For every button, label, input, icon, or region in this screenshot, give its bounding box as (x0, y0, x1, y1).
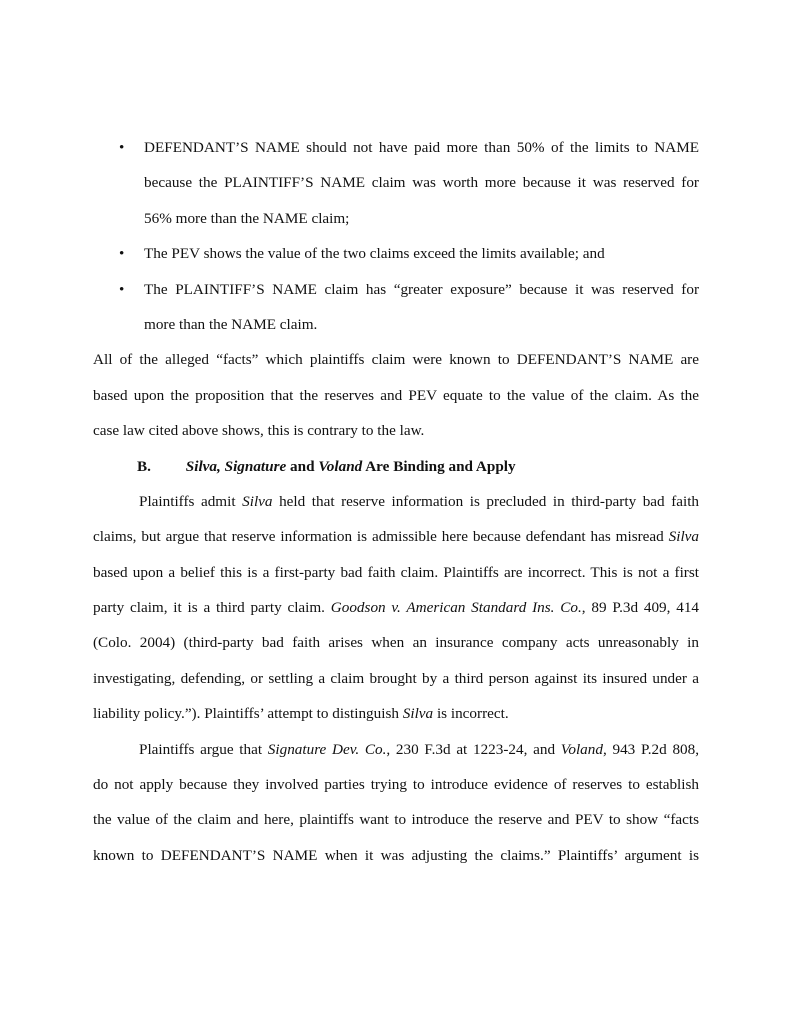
heading-text: and (290, 457, 315, 475)
case-name: Silva (242, 492, 273, 510)
bullet-item (93, 130, 699, 165)
paragraph-line: (Colo. 2004) (third-party bad faith arises when an insurance company acts unreasonably in (93, 634, 699, 652)
case-name: Signature Dev. Co. (267, 740, 387, 758)
bullet-icon: • (119, 139, 125, 156)
text-run: Plaintiffs argue that (139, 740, 263, 758)
paragraph-line: case law cited above shows, this is contrary to the law. (93, 422, 425, 440)
section-number: B. (137, 457, 151, 475)
text-run: party claim, it is a third party claim. (93, 599, 325, 617)
text-run: liability policy.”). Plaintiffs’ attempt to distinguish (93, 705, 399, 723)
heading-text: Are Binding and Apply (365, 457, 516, 475)
paragraph-line (93, 696, 699, 731)
bullet-continuation-line: 56% more than the NAME claim; (144, 209, 350, 227)
paragraph-line: known to DEFENDANT’S NAME when it was adjusting the claims.” Plaintiffs’ argument is (93, 846, 699, 864)
case-name: Voland (560, 740, 603, 758)
text-run: , 230 F.3d at 1223-24, and (386, 740, 556, 758)
paragraph-line: based upon the proposition that the reserves and PEV equate to the value of the claim. As the (93, 386, 699, 404)
paragraph-line: the value of the claim and here, plaintiffs want to introduce the reserve and PEV to show “facts (93, 811, 699, 829)
paragraph-line (93, 590, 699, 625)
case-name: Silva (668, 528, 699, 546)
paragraph-line (93, 732, 699, 767)
case-name: Silva, (185, 457, 221, 475)
bullet-text-line: DEFENDANT’S NAME should not have paid more than 50% of the limits to NAME (144, 139, 699, 156)
text-run: , 943 P.2d 808, (602, 740, 699, 758)
case-name: Voland (318, 457, 363, 475)
bullet-text-line: The PLAINTIFF’S NAME claim has “greater exposure” because it was reserved for (144, 280, 699, 298)
bullet-icon: • (119, 280, 125, 298)
case-name: Silva (402, 705, 434, 723)
bullet-item (93, 272, 699, 307)
document-page (93, 130, 699, 873)
bullet-continuation-line: because the PLAINTIFF’S NAME claim was worth more because it was reserved for (144, 174, 699, 192)
text-run: held that reserve information is precluded in third-party bad faith (279, 492, 699, 510)
section-heading (93, 449, 699, 484)
text-run: , 89 P.3d 409, 414 (581, 599, 699, 617)
case-name: Goodson v. American Standard Ins. Co. (330, 599, 582, 617)
text-run: claims, but argue that reserve information is admissible here because defendant has misread (93, 528, 664, 546)
paragraph-line: All of the alleged “facts” which plaintiffs claim were known to DEFENDANT’S NAME are (93, 351, 699, 369)
bullet-icon: • (119, 245, 125, 263)
bullet-continuation-line: more than the NAME claim. (144, 315, 318, 333)
paragraph-line (93, 484, 699, 519)
bullet-item (93, 236, 699, 271)
case-name: Signature (224, 457, 287, 475)
paragraph-line (93, 519, 699, 554)
paragraph-line: do not apply because they involved parties trying to introduce evidence of reserves to establish (93, 776, 699, 794)
text-run: is incorrect. (436, 705, 509, 723)
paragraph-line: investigating, defending, or settling a claim brought by a third person against its insured under a (93, 669, 699, 687)
paragraph-line: based upon a belief this is a first-party bad faith claim. Plaintiffs are incorrect. This is not a first (93, 563, 699, 581)
bullet-text-line: The PEV shows the value of the two claims exceed the limits available; and (144, 245, 605, 263)
text-run: Plaintiffs admit (139, 492, 236, 510)
